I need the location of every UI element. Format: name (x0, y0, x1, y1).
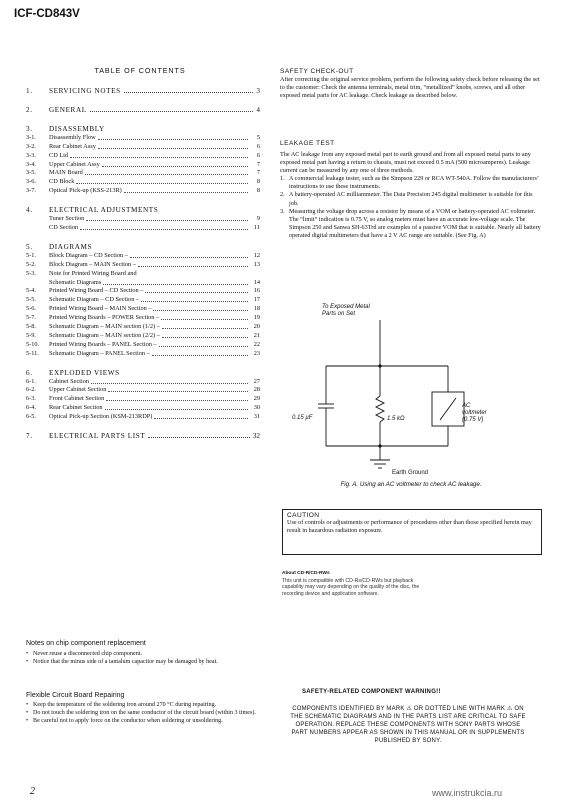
cd-note-title: About CD-R/CD-RWs (282, 571, 330, 576)
toc-section: 1. SERVICING NOTES 3 (26, 87, 260, 95)
toc-section: 3. DISASSEMBLY (26, 125, 105, 133)
toc-item: 3-7. Optical Pick-up (KSS-213R) 8 (26, 187, 260, 195)
meter-label: AC (462, 403, 471, 409)
caution-title: CAUTION (287, 512, 320, 519)
list-item: • Never reuse a disconnected chip component. (26, 651, 142, 657)
resistor-label: 1.5 kΩ (387, 416, 405, 422)
safety-check-body: After correcting the original service problem, perform the following safety check before releasing the set to the customer: Check the antenna terminals, metal trim, “metallized” knobs, screws, and all other exposed metal parts for AC leakage. Check leakage as described below. (280, 76, 540, 100)
warning-title: SAFETY-RELATED COMPONENT WARNING!! (302, 689, 441, 695)
capacitor-label: 0.15 µF (292, 415, 313, 421)
toc-item: Schematic Diagrams 14 (49, 278, 260, 286)
toc-item: 5-8. Schematic Diagram – MAIN section (1/2) – 20 (26, 323, 260, 331)
toc-section: 6. EXPLODED VIEWS (26, 368, 120, 377)
toc-section: 7. ELECTRICAL PARTS LIST 32 (26, 432, 260, 441)
caution-body: Use of controls or adjustments or performance of procedures other than those specified herein may result in hazardous radiation exposure. (287, 519, 532, 535)
toc-item: 5-7. Printed Wiring Boards – POWER Section – 19 (26, 314, 260, 322)
toc-section: 2. GENERAL 4 (26, 106, 260, 114)
list-item: • Keep the temperature of the soldering iron around 270 °C during repairing. (26, 702, 217, 708)
toc-item: 5-2. Block Diagram – MAIN Section – 13 (26, 260, 260, 268)
caution-box (282, 509, 542, 555)
toc-section: 4. ELECTRICAL ADJUSTMENTS (26, 206, 159, 215)
meter-label: voltmeter (462, 410, 487, 416)
warning-mark-icon: ⚠ (506, 706, 513, 712)
chip-notes-list (26, 650, 266, 666)
warning-body: COMPONENTS IDENTIFIED BY MARK ⚠ OR DOTTED LINE WITH MARK ⚠ ON THE SCHEMATIC DIAGRAMS AND IN THE PARTS LIST ARE CRITICAL TO SAFE OPERATION. REPLACE THESE COMPONENTS WITH SONY PARTS WHOSE PART NUMBERS APPEAR AS SHOWN IN THIS MANUAL OR IN SUPPLEMENTS PUBLISHED BY SONY. (290, 706, 526, 745)
leakage-test-body (280, 151, 542, 240)
meter-needle (440, 398, 456, 420)
warning-mark-icon: ⚠ (406, 706, 413, 712)
figure-caption: Fig. A. Using an AC voltmeter to check AC leakage. (340, 481, 482, 488)
toc-item: 5-10. Printed Wiring Boards – PANEL Section – 22 (26, 340, 260, 348)
toc-item: 5-1. Block Diagram – CD Section – 12 (26, 251, 260, 259)
toc-item: 6-2. Upper Cabinet Section 28 (26, 386, 260, 394)
toc-item: 3-1. Disassembly Flow 5 (26, 133, 260, 141)
figure-label-top2: Parts on Set (322, 311, 356, 317)
leakage-item: 3. Measuring the voltage drop across a resistor by means of a VOM or battery-operated AC voltmeter. The “limit” indication is 0.75 V, so analog meters must have an accurate low-voltage scale. The Simpson 250 and Sanwa SH-63Trd are examples of a passive VOM that is suitable. Nearly all battery operated digital multimeters that have a 2 V AC range are suitable. (See Fig. A) (280, 207, 541, 239)
resistor (376, 396, 384, 422)
watermark: www.instrukcia.ru (432, 788, 503, 798)
leakage-item: 1. A commercial leakage tester, such as the Simpson 229 or RCA WT-540A. Follow the manufacturers’ instructions to use these instruments. (280, 175, 539, 191)
toc-item: 5-9. Schematic Diagram – MAIN section (2/2) – 21 (26, 331, 260, 339)
toc-item: 3-2. Rear Cabinet Assy 6 (26, 142, 260, 150)
toc-item: CD Section 11 (49, 224, 260, 232)
toc-item: 5-3. Note for Printed Wiring Board and (26, 269, 137, 277)
toc-item: 3-6. CD Block 8 (26, 178, 260, 186)
toc-item: 6-4. Rear Cabinet Section 30 (26, 404, 260, 412)
table-of-contents (26, 84, 260, 440)
toc-item: 3-5. MAIN Board 7 (26, 169, 260, 177)
toc-item: 3-4. Upper Cabinet Assy 7 (26, 160, 260, 168)
toc-item: 5-5. Schematic Diagram – CD Section – 17 (26, 296, 260, 304)
model-title: ICF-CD843V (14, 8, 80, 20)
toc-title: TABLE OF CONTENTS (94, 66, 186, 75)
list-item: • Do not touch the soldering iron on the same conductor of the circuit board (within 3 times). (26, 710, 256, 716)
toc-item: Tuner Section 9 (49, 215, 260, 223)
toc-item: 6-3. Front Cabinet Section 29 (26, 395, 260, 403)
leakage-intro: The AC leakage from any exposed metal part to earth ground and from all exposed metal parts to any exposed metal part having a return to chassis, must not exceed 0.5 mA (500 microamperes). Leakage current can be measured by any one of three methods. (280, 151, 531, 175)
toc-item: 5-4. Printed Wiring Board – CD Section – 16 (26, 287, 260, 295)
list-item: • Notice that the minus side of a tantalum capacitor may be damaged by heat. (26, 659, 218, 665)
page-number: 2 (30, 786, 35, 797)
leakage-circuit-figure (290, 300, 530, 492)
toc-item: 5-6. Printed Wiring Board – MAIN Section – 18 (26, 305, 260, 313)
leakage-test-title: LEAKAGE TEST (280, 140, 335, 147)
toc-item: 3-3. CD Lid 6 (26, 151, 260, 159)
ground-label: Earth Ground (392, 470, 429, 476)
chip-notes-title: Notes on chip component replacement (26, 640, 146, 647)
fcb-notes-list (26, 701, 266, 725)
toc-item: 5-11. Schematic Diagram – PANEL Section – 23 (26, 349, 260, 357)
toc-item: 6-1. Cabinet Section 27 (26, 377, 260, 385)
safety-check-title: SAFETY CHECK-OUT (280, 68, 354, 75)
figure-label-top: To Exposed Metal (322, 304, 370, 310)
cd-note-body: This unit is compatible with CD-Rs/CD-RWs but playback capability may vary depending on the quality of the disc, the recording device and application software. (282, 578, 420, 597)
meter-label: (0.75 V) (462, 417, 484, 423)
fcb-notes-title: Flexible Circuit Board Repairing (26, 692, 125, 699)
toc-item: 6-5. Optical Pick-up Section (KSM-213RDP) 31 (26, 413, 260, 421)
leakage-item: 2. A battery-operated AC milliammeter. The Data Precision 245 digital multimeter is suitable for this job. (280, 191, 533, 207)
toc-section: 5. DIAGRAMS (26, 243, 93, 252)
list-item: • Be careful not to apply force on the conductor when soldering or unsoldering. (26, 718, 223, 724)
